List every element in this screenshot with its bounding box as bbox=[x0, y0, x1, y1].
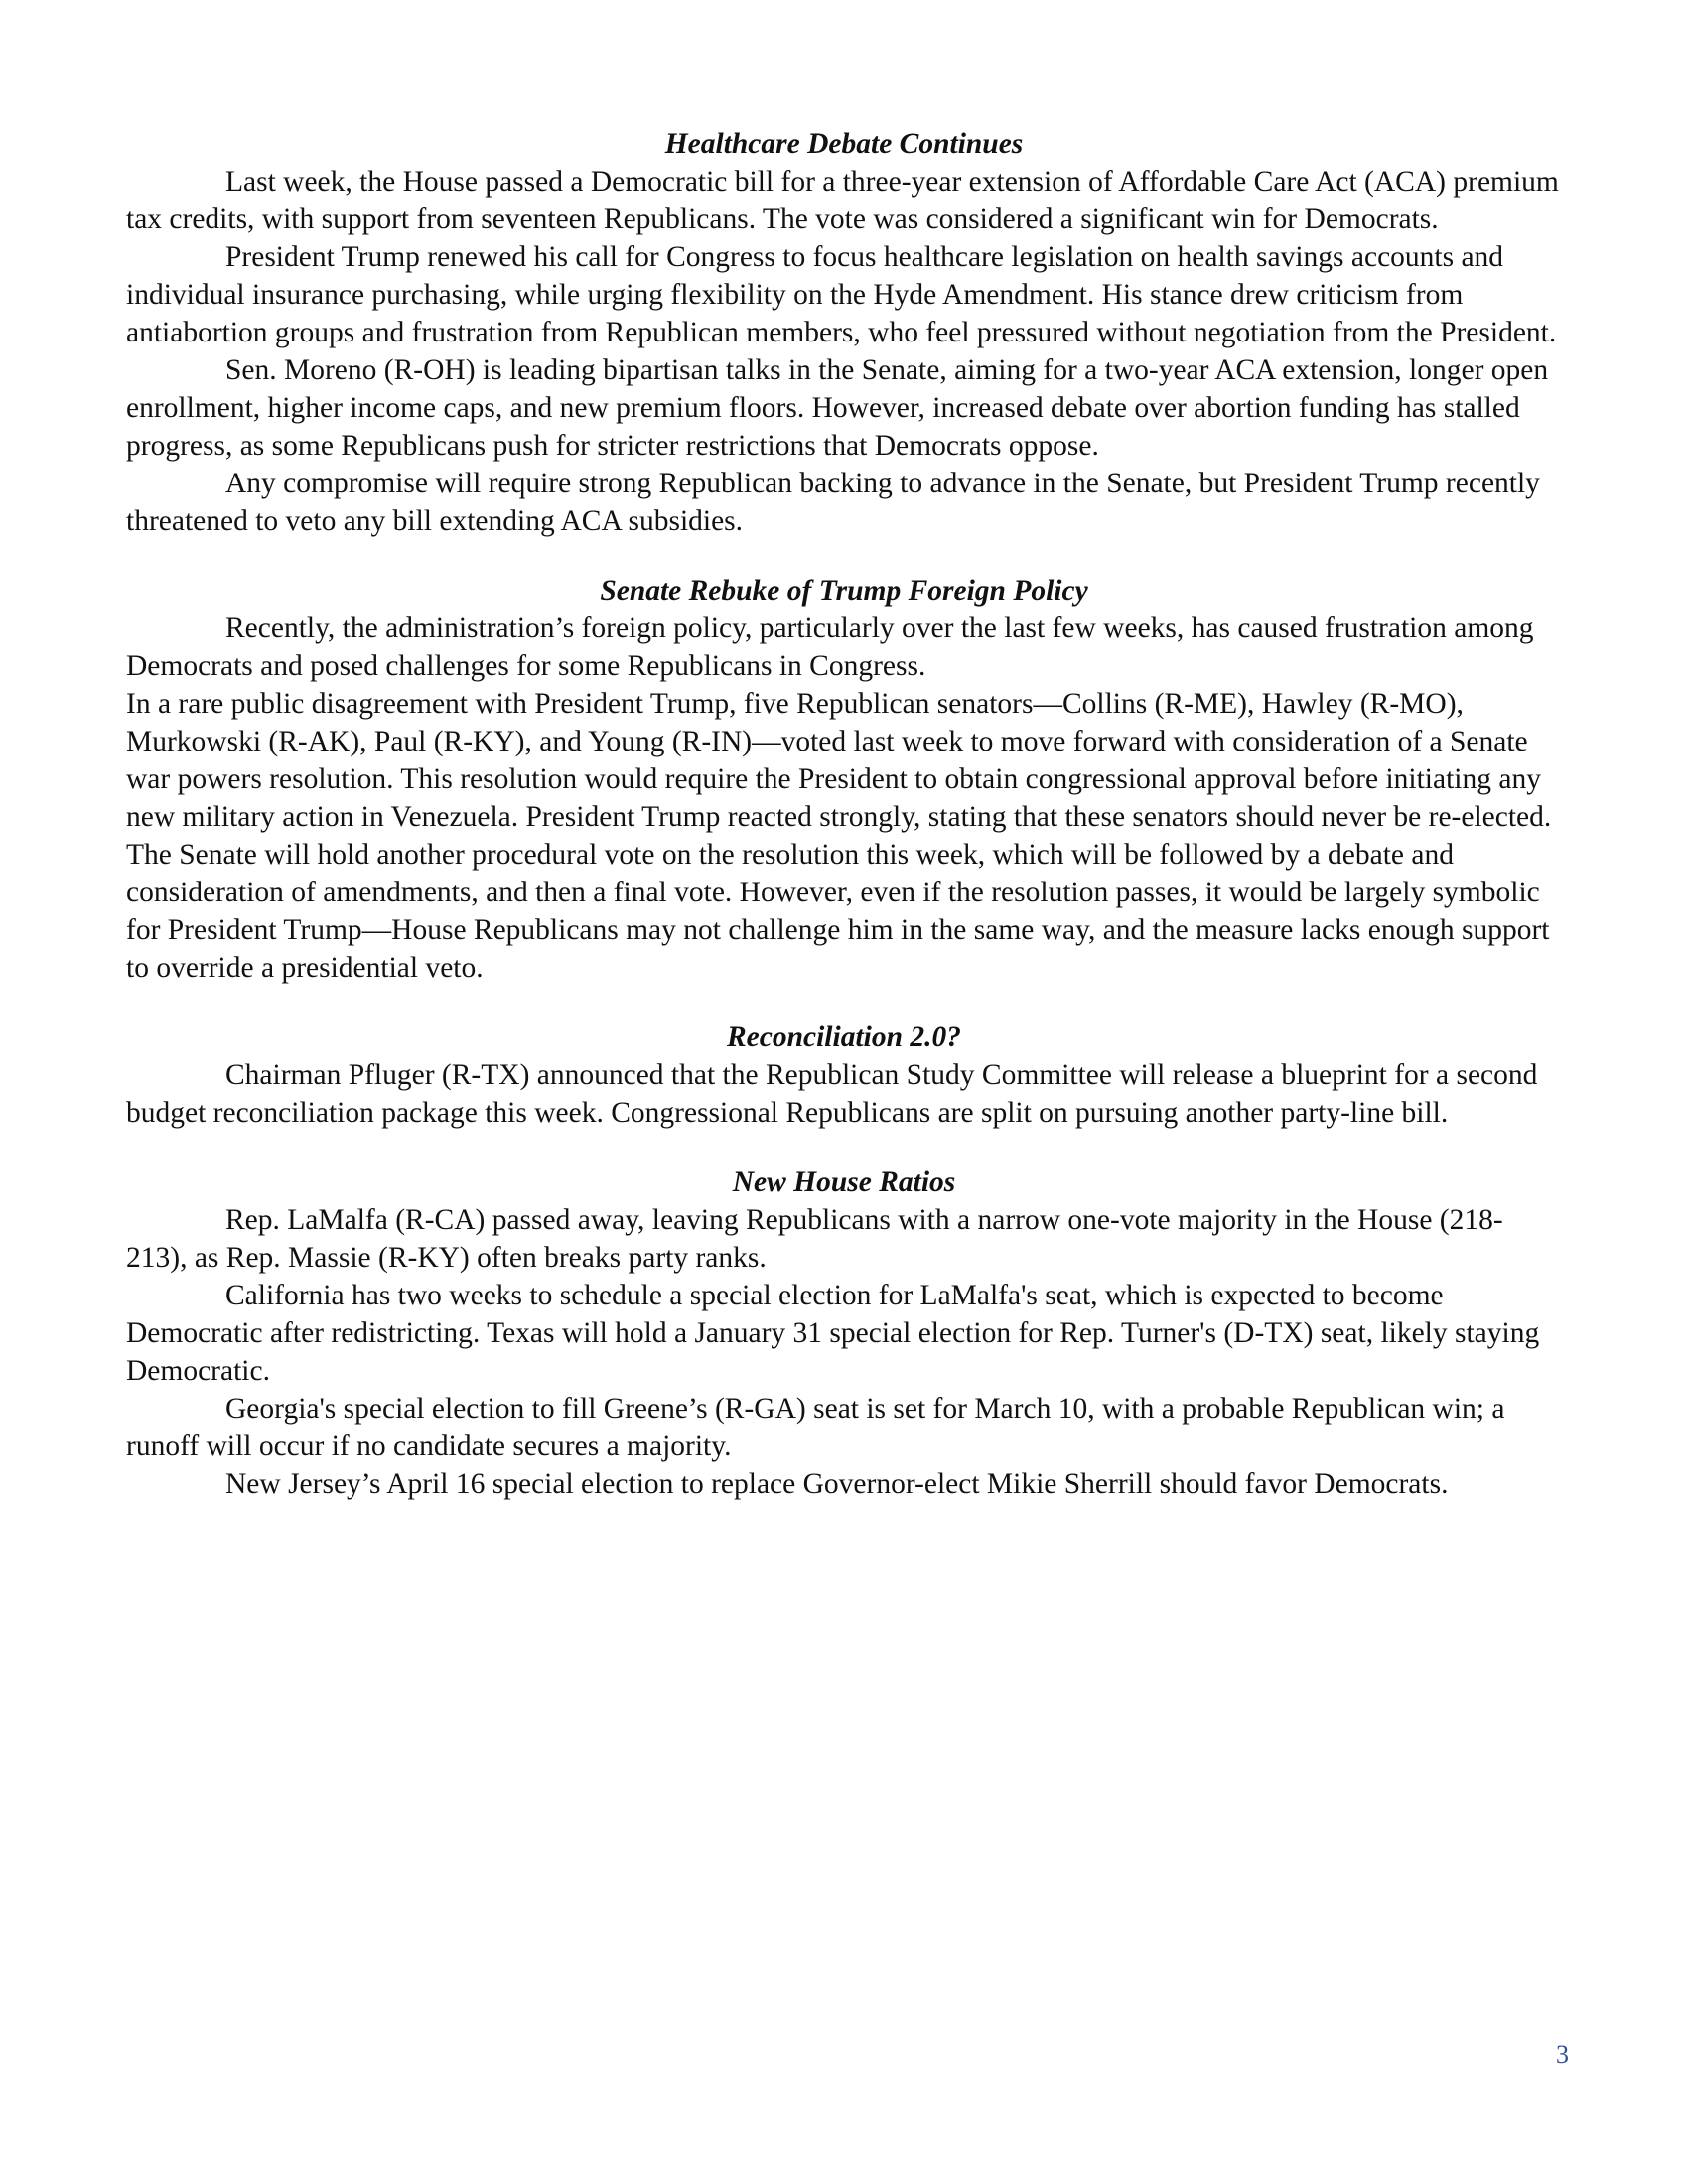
paragraph: Any compromise will require strong Republican backing to advance in the Senate, but President Trump recently threatened to veto any bill extending ACA subsidies. bbox=[126, 468, 1540, 537]
section-new-house-ratios bbox=[126, 1163, 1562, 1503]
section-heading: Healthcare Debate Continues bbox=[664, 128, 1024, 160]
section-healthcare-debate bbox=[126, 125, 1562, 540]
paragraph: President Trump renewed his call for Congress to focus healthcare legislation on health savings accounts and individual insurance purchasing, while urging flexibility on the Hyde Amendment. His stance drew criticism from antiabortion groups and frustration from Republican members, who feel pressured without negotiation from the President. bbox=[126, 241, 1557, 348]
paragraph: California has two weeks to schedule a special election for LaMalfa's seat, which is expected to become Democratic after redistricting. Texas will hold a January 31 special election for Rep. Turner's (D-TX) seat, likely staying Democratic. bbox=[126, 1280, 1540, 1387]
page-content bbox=[126, 125, 1562, 1535]
paragraph: In a rare public disagreement with President Trump, five Republican senators—Collins (R-ME), Hawley (R-MO), Murkowski (R-AK), Paul (R-KY), and Young (R-IN)—voted last week to move forward with consideration of a Senate war powers resolution. This resolution would require the President to obtain congressional approval before initiating any new military action in Venezuela. President Trump reacted strongly, stating that these senators should never be re-elected. The Senate will hold another procedural vote on the resolution this week, which will be followed by a debate and consideration of amendments, and then a final vote. However, even if the resolution passes, it would be largely symbolic for President Trump—House Republicans may not challenge him in the same way, and the measure lacks enough support to override a presidential veto. bbox=[126, 688, 1552, 984]
paragraph: Last week, the House passed a Democratic bill for a three-year extension of Affordable Care Act (ACA) premium tax credits, with support from seventeen Republicans. The vote was considered a significant win for Democrats. bbox=[126, 166, 1559, 235]
section-senate-rebuke bbox=[126, 572, 1562, 987]
page-number: 3 bbox=[1556, 2040, 1569, 2069]
section-heading: New House Ratios bbox=[732, 1166, 956, 1198]
paragraph: Chairman Pfluger (R-TX) announced that the Republican Study Committee will release a blueprint for a second budget reconciliation package this week. Congressional Republicans are split on pursuing another party-line bill. bbox=[126, 1059, 1538, 1129]
paragraph: New Jersey’s April 16 special election to replace Governor-elect Mikie Sherrill should favor Democrats. bbox=[225, 1468, 1449, 1500]
paragraph: Recently, the administration’s foreign policy, particularly over the last few weeks, has caused frustration among Democrats and posed challenges for some Republicans in Congress. bbox=[126, 613, 1534, 682]
section-reconciliation bbox=[126, 1019, 1562, 1132]
paragraph: Rep. LaMalfa (R-CA) passed away, leaving Republicans with a narrow one-vote majority in the House (218-213), as Rep. Massie (R-KY) often breaks party ranks. bbox=[126, 1204, 1503, 1274]
section-heading: Reconciliation 2.0? bbox=[727, 1022, 961, 1053]
section-heading: Senate Rebuke of Trump Foreign Policy bbox=[600, 575, 1088, 607]
paragraph: Georgia's special election to fill Greene’s (R-GA) seat is set for March 10, with a probable Republican win; a runoff will occur if no candidate secures a majority. bbox=[126, 1393, 1505, 1462]
paragraph: Sen. Moreno (R-OH) is leading bipartisan talks in the Senate, aiming for a two-year ACA extension, longer open enrollment, higher income caps, and new premium floors. However, increased debate over abortion funding has stalled progress, as some Republicans push for stricter restrictions that Democrats oppose. bbox=[126, 354, 1549, 462]
